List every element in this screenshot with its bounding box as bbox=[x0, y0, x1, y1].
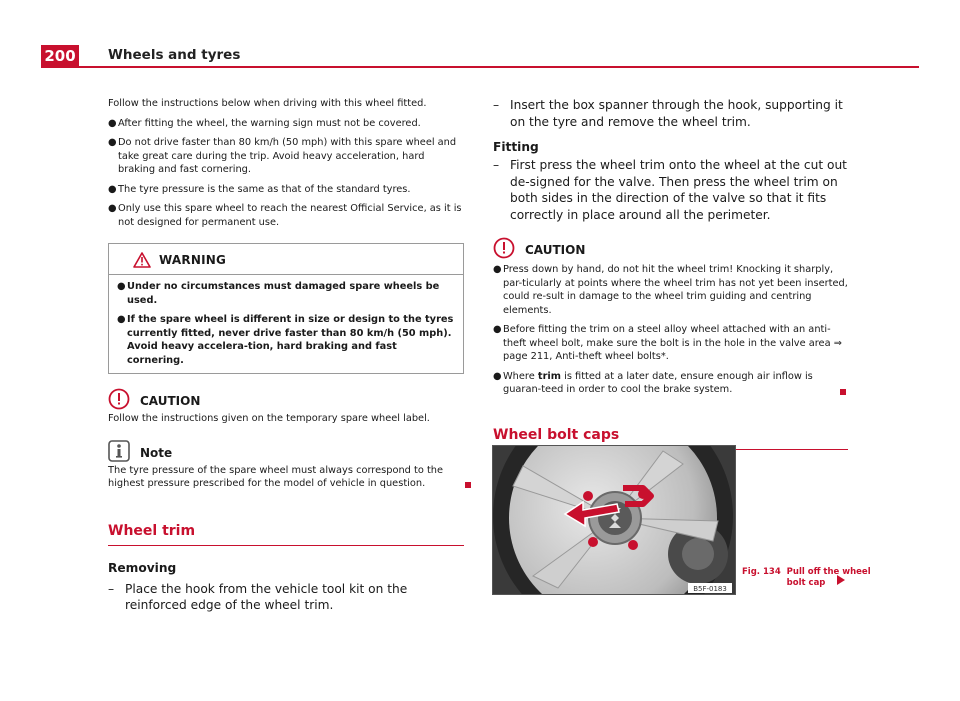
caution-heading: CAUTION bbox=[493, 237, 848, 259]
list-item: – Place the hook from the vehicle tool kit on the reinforced edge of the wheel trim. bbox=[108, 581, 408, 612]
list-item: – First press the wheel trim onto the wheel at the cut out de-signed for the valve. Then press the wheel trim on both sides in the direction of the valve so that it fits correctly in place around all the perimeter. bbox=[493, 158, 847, 222]
intro-text: Follow the instructions below when driving with this wheel fitted. bbox=[108, 98, 427, 109]
warning-box bbox=[108, 243, 464, 374]
list-item: ● After fitting the wheel, the warning sign must not be covered. bbox=[108, 117, 421, 129]
warning-title: WARNING bbox=[159, 253, 227, 267]
chapter-title: Wheels and tyres bbox=[108, 47, 241, 63]
section-title-wheel-trim: Wheel trim bbox=[108, 523, 464, 546]
section-end-marker bbox=[840, 389, 846, 395]
caution-heading: CAUTION bbox=[108, 388, 464, 410]
header-rule bbox=[41, 66, 919, 68]
section-end-marker bbox=[465, 482, 471, 488]
removing-heading: Removing bbox=[108, 560, 177, 575]
right-column bbox=[493, 97, 848, 450]
list-item: ● If the spare wheel is different in size or design to the tyres currently fitted, never drive faster than 80 km/h (50 mph). Avoid heavy accelera-tion, hard braking and fast cornering. bbox=[117, 314, 454, 366]
fitting-heading: Fitting bbox=[493, 140, 539, 154]
wheel-bolt-cap-photo bbox=[492, 445, 736, 595]
section-title-wheel-bolt-caps: Wheel bolt caps bbox=[493, 427, 848, 450]
figure-caption: Fig. 134 Pull off the wheel bolt cap bbox=[742, 567, 871, 588]
warning-triangle-icon bbox=[133, 252, 151, 268]
caution-icon bbox=[493, 237, 515, 259]
caution-icon bbox=[108, 388, 130, 410]
continue-arrow-icon bbox=[837, 575, 845, 585]
note-text: The tyre pressure of the spare wheel must always correspond to the highest pressure prescribed for the model of vehicle in question. bbox=[108, 464, 464, 491]
list-item: ● Press down by hand, do not hit the wheel trim! Knocking it sharply, par-ticularly at points where the wheel trim has not yet been inserted, could re-sult in damage to the wheel trim guiding and centring elements. bbox=[493, 264, 848, 316]
page-number: 200 bbox=[41, 45, 79, 67]
left-column bbox=[108, 97, 464, 614]
caution-text: Follow the instructions given on the temporary spare wheel label. bbox=[108, 413, 430, 424]
list-item: ● Do not drive faster than 80 km/h (50 mph) with this spare wheel and take great care during the trip. Avoid heavy acceleration, hard braking and fast cornering. bbox=[108, 137, 457, 175]
info-icon bbox=[108, 440, 130, 462]
note-heading: Note bbox=[108, 440, 464, 462]
list-item: ● Under no circumstances must damaged spare wheels be used. bbox=[117, 281, 440, 306]
list-item: – Insert the box spanner through the hook, supporting it on the tyre and remove the wheel trim. bbox=[493, 98, 843, 129]
list-item: ● Where trim is fitted at a later date, ensure enough air inflow is guaran-teed in order to cool the brake system. bbox=[493, 370, 848, 397]
list-item: ● Before fitting the trim on a steel alloy wheel attached with an anti-theft wheel bolt, make sure the bolt is in the hole in the valve area ⇒ page 211, Anti-theft wheel bolts*. bbox=[493, 324, 842, 362]
list-item: ● The tyre pressure is the same as that of the standard tyres. bbox=[108, 183, 411, 195]
figure-code: B5F-0183 bbox=[693, 585, 727, 593]
list-item: ● Only use this spare wheel to reach the nearest Official Service, as it is not designed for permanent use. bbox=[108, 203, 462, 228]
